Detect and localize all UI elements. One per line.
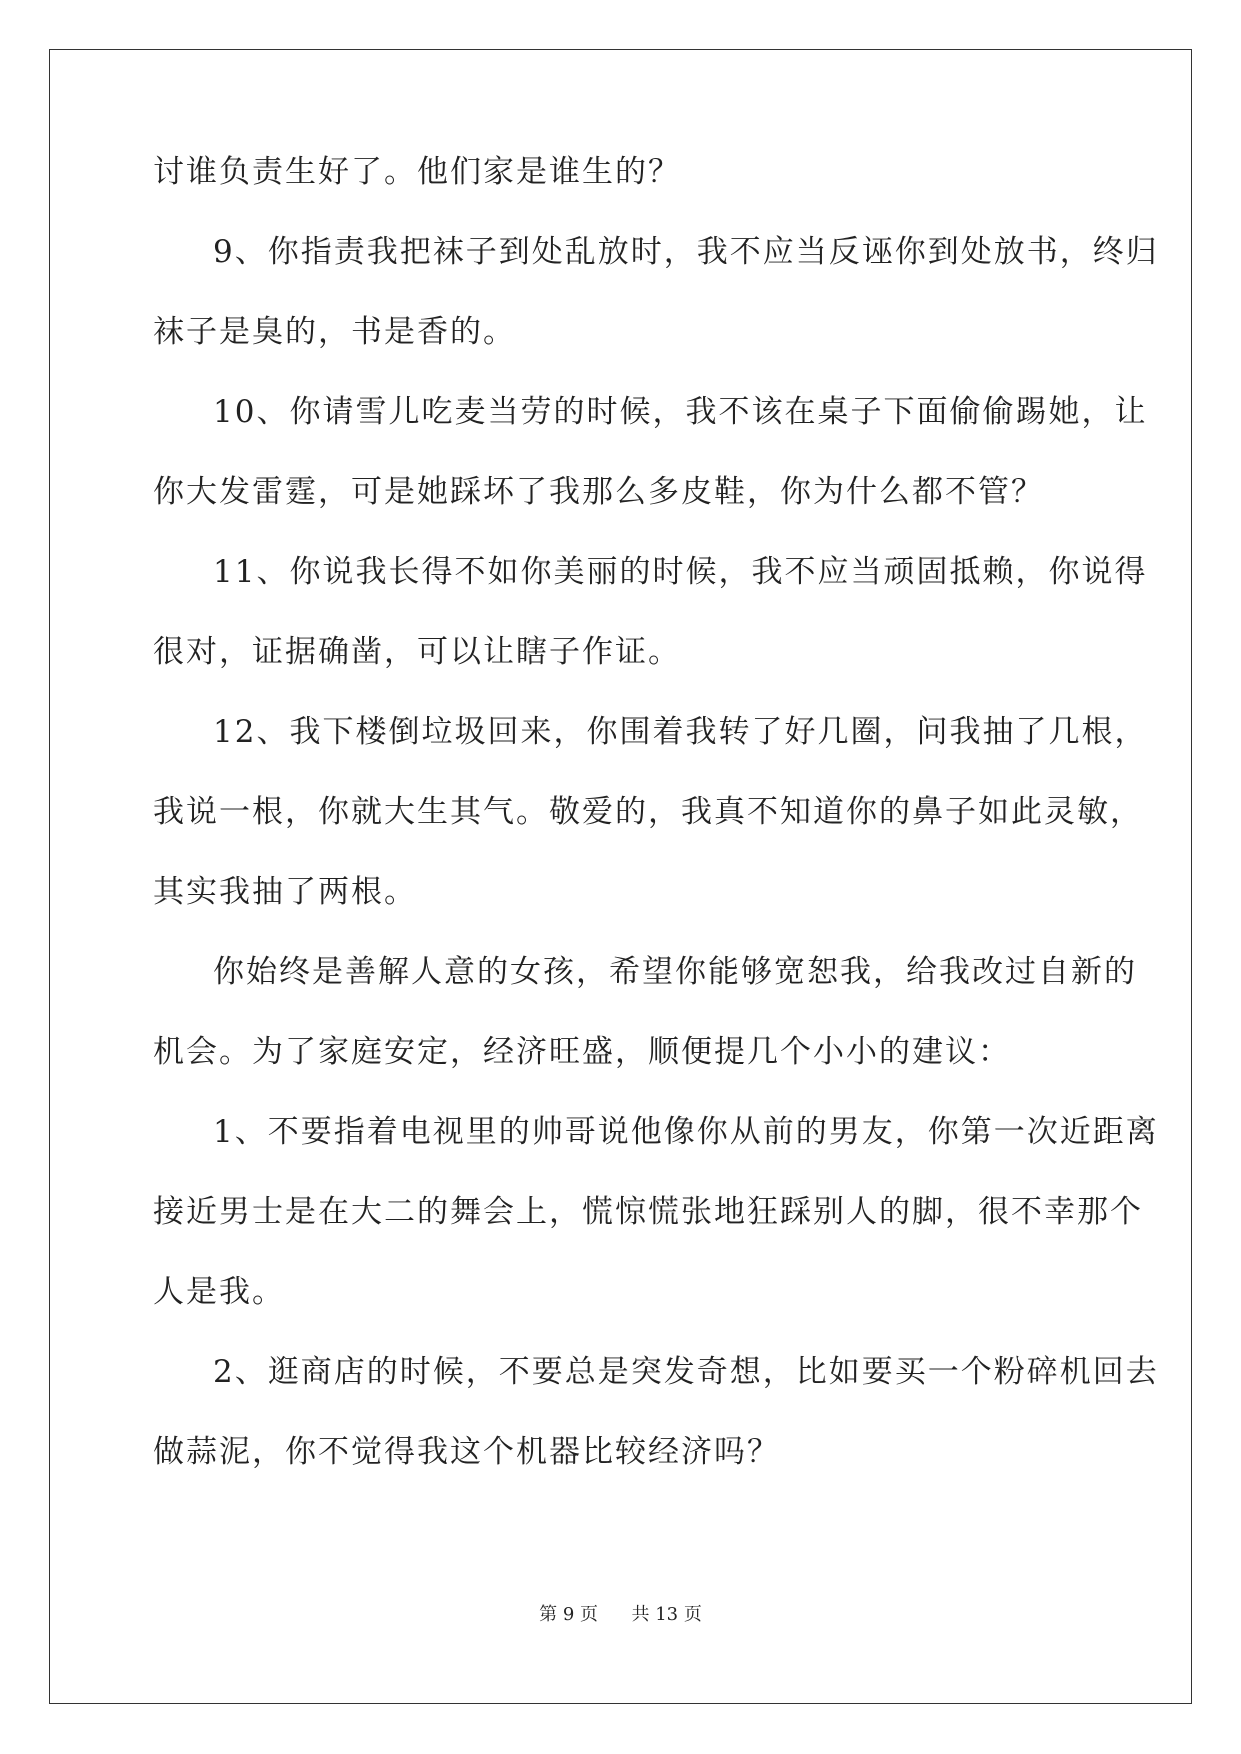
page-total: 共 13 页 (631, 1604, 702, 1625)
text-line-8: 12、我下楼倒垃圾回来，你围着我转了好几圈，问我抽了几根， (213, 714, 1148, 750)
text-line-13: 1、不要指着电视里的帅哥说他像你从前的男友，你第一次近距离 (213, 1114, 1159, 1150)
text-line-14: 接近男士是在大二的舞会上，慌惊慌张地狂踩别人的脚，很不幸那个 (153, 1194, 1143, 1230)
text-line-7: 很对，证据确凿，可以让瞎子作证。 (153, 634, 681, 670)
text-line-3: 袜子是臭的，书是香的。 (153, 314, 516, 350)
text-line-10: 其实我抽了两根。 (153, 874, 417, 910)
text-line-6: 11、你说我长得不如你美丽的时候，我不应当顽固抵赖，你说得 (213, 554, 1148, 590)
text-line-9: 我说一根，你就大生其气。敬爱的，我真不知道你的鼻子如此灵敏， (153, 794, 1143, 830)
page-footer (0, 1603, 1241, 1627)
page-number: 第 9 页 (539, 1604, 599, 1625)
text-line-11: 你始终是善解人意的女孩，希望你能够宽恕我，给我改过自新的 (213, 954, 1137, 990)
text-line-2: 9、你指责我把袜子到处乱放时，我不应当反诬你到处放书，终归 (213, 234, 1159, 270)
text-line-1: 讨谁负责生好了。他们家是谁生的？ (153, 154, 681, 190)
text-line-4: 10、你请雪儿吃麦当劳的时候，我不该在桌子下面偷偷踢她，让 (213, 394, 1148, 430)
text-line-15: 人是我。 (153, 1274, 285, 1310)
text-line-12: 机会。为了家庭安定，经济旺盛，顺便提几个小小的建议： (153, 1034, 1011, 1070)
text-line-17: 做蒜泥，你不觉得我这个机器比较经济吗？ (153, 1434, 780, 1470)
text-line-16: 2、逛商店的时候，不要总是突发奇想，比如要买一个粉碎机回去 (213, 1354, 1159, 1390)
text-line-5: 你大发雷霆，可是她踩坏了我那么多皮鞋，你为什么都不管？ (153, 474, 1044, 510)
